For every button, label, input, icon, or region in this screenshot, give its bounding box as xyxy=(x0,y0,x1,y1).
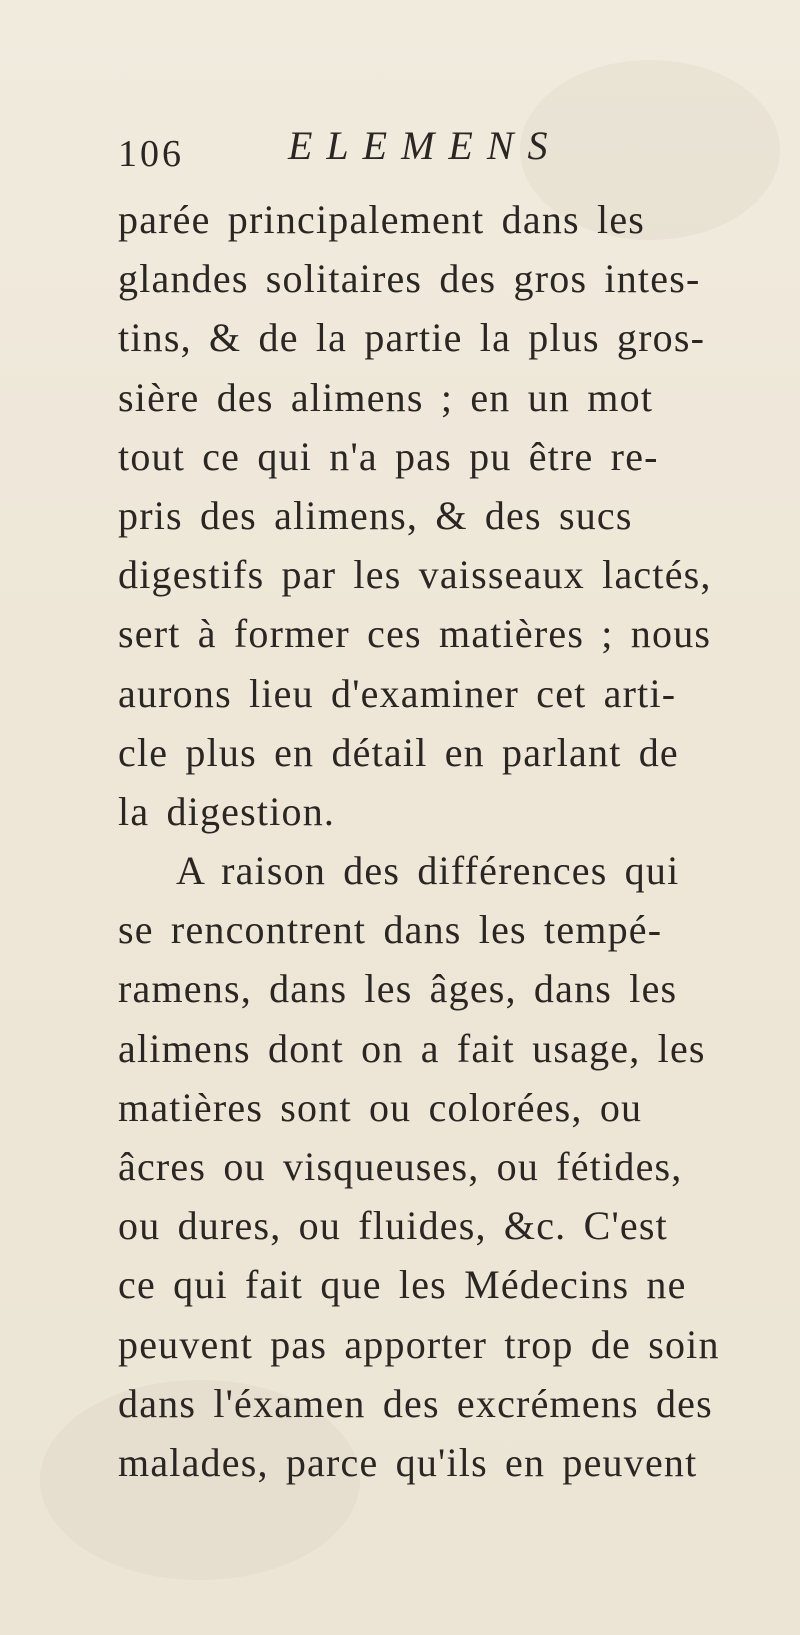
text-line: ce qui fait que les Médecins ne xyxy=(118,1262,687,1308)
text-line: ou dures, ou fluides, &c. C'est xyxy=(118,1203,668,1249)
text-line: sert à former ces matières ; nous xyxy=(118,611,712,657)
text-line: âcres ou visqueuses, ou fétides, xyxy=(118,1144,683,1189)
text-line: sière des alimens ; en un mot xyxy=(118,374,654,420)
text-line: tout ce qui n'a pas pu être re- xyxy=(118,433,659,479)
text-line: se rencontrent dans les tempé- xyxy=(118,907,663,953)
text-line: cle plus en détail en parlant de xyxy=(118,729,679,775)
text-line: peuvent pas apporter trop de soin xyxy=(118,1321,720,1367)
paragraph-first-line: A raison des différences qui xyxy=(176,848,680,894)
text-line: malades, parce qu'ils en peuvent xyxy=(118,1439,698,1485)
text-line: digestifs par les vaisseaux lactés, xyxy=(118,552,712,598)
text-line: aurons lieu d'examiner cet arti- xyxy=(118,670,677,716)
text-line: pris des alimens, & des sucs xyxy=(118,492,633,538)
text-line: ramens, dans les âges, dans les xyxy=(118,966,678,1012)
page-header xyxy=(118,118,718,178)
text-line: la digestion. xyxy=(118,788,336,834)
text-line: alimens dont on a fait usage, les xyxy=(118,1025,706,1071)
text-line: glandes solitaires des gros intes- xyxy=(118,256,701,302)
text-line: matières sont ou colorées, ou xyxy=(118,1084,643,1130)
text-line: parée principalement dans les xyxy=(118,197,646,242)
running-title: ELEMENS xyxy=(288,123,562,168)
body-text xyxy=(118,190,768,1492)
text-line: dans l'éxamen des excrémens des xyxy=(118,1380,713,1426)
text-line: tins, & de la partie la plus gros- xyxy=(118,315,706,361)
page-number: 106 xyxy=(118,133,184,175)
